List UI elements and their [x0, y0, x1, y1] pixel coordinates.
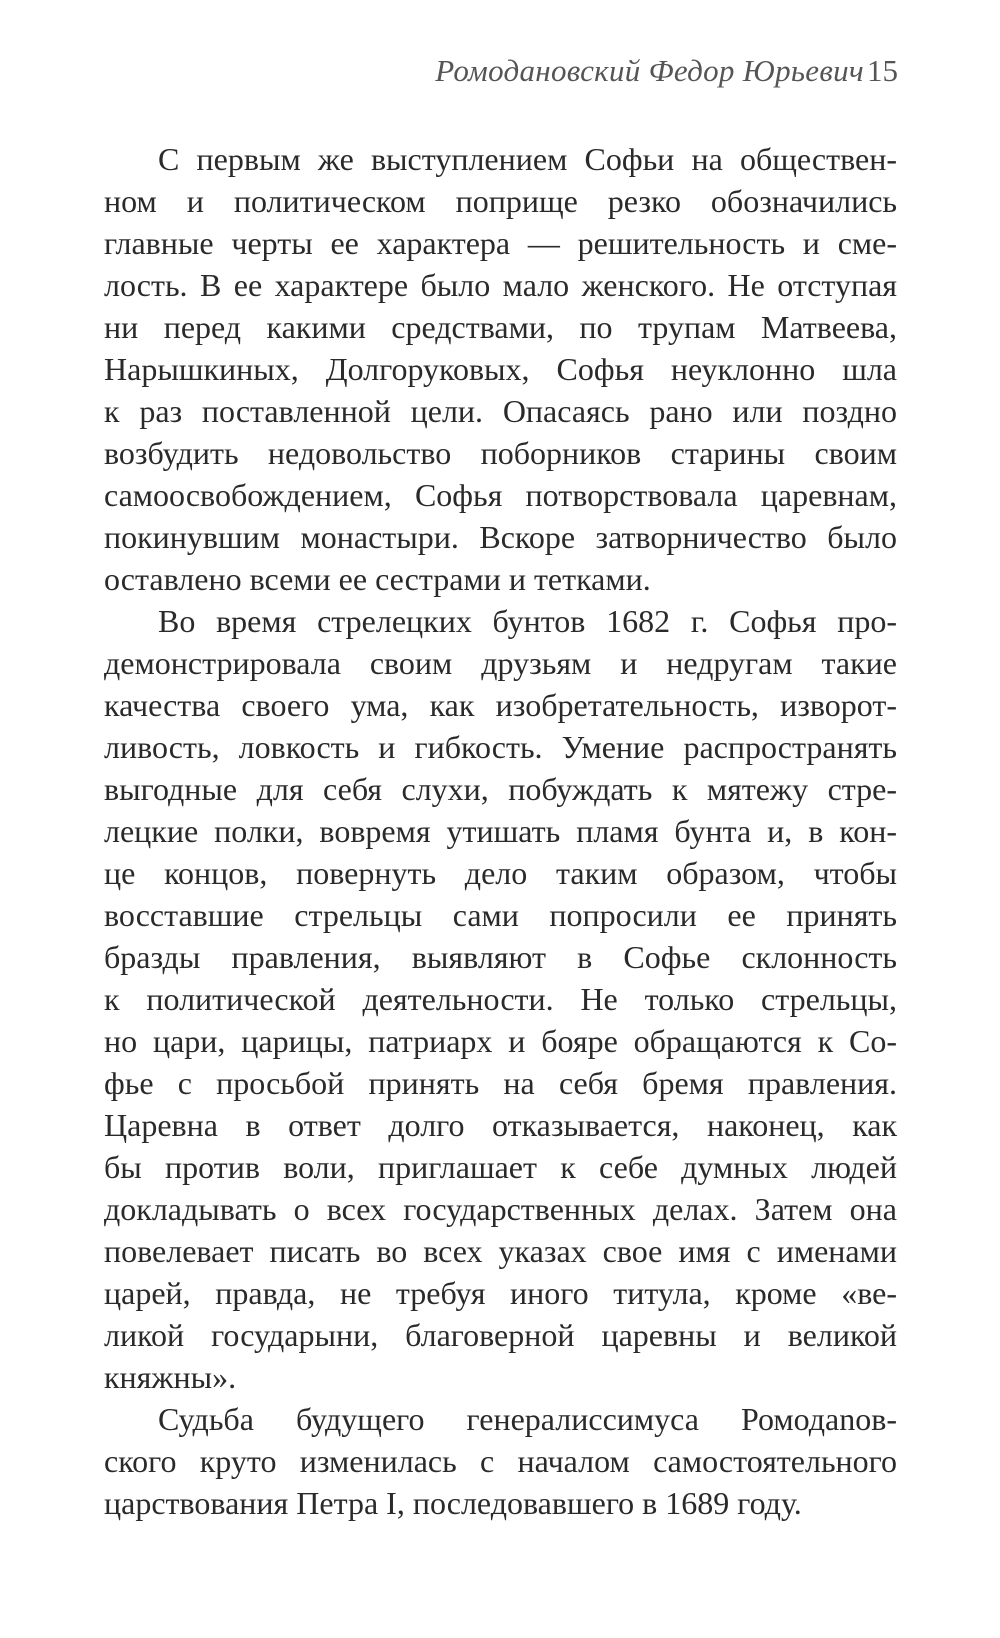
text-line: ливость, ловкость и гибкость. Умение распространять	[104, 729, 897, 765]
text-line: це концов, повернуть дело таким образом, чтобы	[104, 855, 897, 891]
text-line: повелевает писать во всех указах свое имя с именами	[104, 1233, 897, 1269]
text-line: бы против воли, приглашает к себе думных людей	[104, 1149, 897, 1185]
text-line: демонстрировала своим друзьям и недругам такие	[104, 645, 897, 681]
paragraph-1	[104, 138, 897, 600]
text-line: ликой государыни, благоверной царевны и великой	[104, 1317, 897, 1353]
text-line: Во время стрелецких бунтов 1682 г. Софья про-	[158, 603, 897, 639]
running-head	[0, 46, 1000, 96]
text-line: царствования Петра I, последовавшего в 1689 году.	[104, 1485, 802, 1521]
text-line: восставшие стрельцы сами попросили ее принять	[104, 897, 897, 933]
text-line: ского круто изменилась с началом самостоятельного	[104, 1443, 897, 1479]
text-line: Нарышкиных, Долгоруковых, Софья неуклонно шла	[104, 351, 897, 387]
page-number: 15	[867, 53, 898, 88]
paragraph-3	[104, 1398, 897, 1524]
text-line: к политической деятельности. Не только стрельцы,	[104, 981, 897, 1017]
text-line: главные черты ее характера — решительность и сме-	[104, 225, 897, 261]
paragraph-2	[104, 600, 897, 1398]
text-line: качества своего ума, как изобретательность, изворот-	[104, 687, 897, 723]
body-text	[104, 138, 897, 1524]
text-line: лецкие полки, вовремя утишать пламя бунта и, в кон-	[104, 813, 897, 849]
text-line: ни перед какими средствами, по трупам Матвеева,	[104, 309, 897, 345]
text-line: ном и политическом поприще резко обозначились	[104, 183, 897, 219]
text-line: докладывать о всех государственных делах. Затем она	[104, 1191, 897, 1227]
text-line: лость. В ее характере было мало женского. Не отступая	[104, 267, 897, 303]
text-line: оставлено всеми ее сестрами и тетками.	[104, 561, 651, 597]
running-title: Ромодановский Федор Юрьевич	[435, 53, 864, 88]
text-line: возбудить недовольство поборников старины своим	[104, 435, 897, 471]
text-line: но цари, царицы, патриарх и бояре обращаются к Со-	[104, 1023, 897, 1059]
text-line: княжны».	[104, 1359, 237, 1395]
text-line: Судьба будущего генералиссимуса Ромодanов-	[158, 1401, 897, 1437]
text-line: покинувшим монастыри. Вскоре затворничество было	[104, 519, 897, 555]
text-line: бразды правления, выявляют в Софье склонность	[104, 939, 897, 975]
text-line: Царевна в ответ долго отказывается, наконец, как	[104, 1107, 897, 1143]
text-line: царей, правда, не требуя иного титула, кроме «ве-	[104, 1275, 897, 1311]
text-line: к раз поставленной цели. Опасаясь рано или поздно	[104, 393, 897, 429]
text-line: выгодные для себя слухи, побуждать к мятежу стре-	[104, 771, 897, 807]
text-line: самоосвобождением, Софья потворствовала царевнам,	[104, 477, 897, 513]
text-line: фье с просьбой принять на себя бремя правления.	[104, 1065, 897, 1101]
text-line: С первым же выступлением Софьи на обществен-	[158, 141, 897, 177]
